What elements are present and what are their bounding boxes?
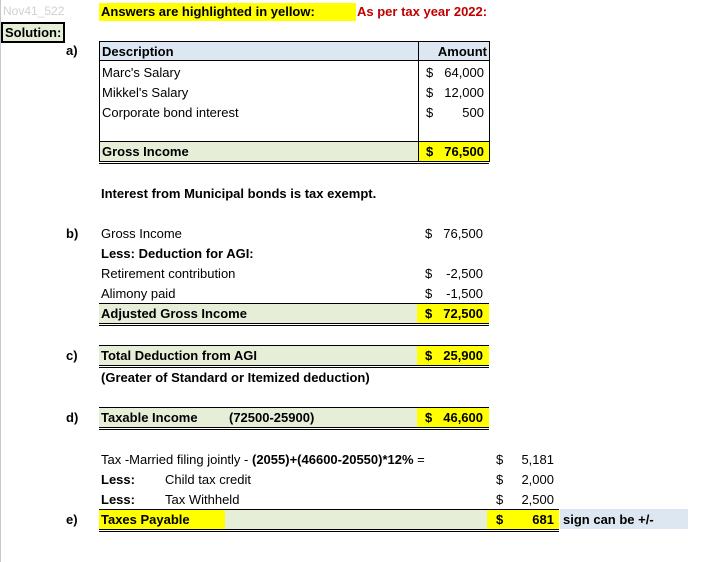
agi-total-row — [99, 303, 489, 326]
row-desc-1: Mikkel's Salary — [102, 85, 189, 100]
answers-note: Answers are highlighted in yellow: — [99, 3, 356, 21]
sheet-tag: Nov41_522 — [3, 4, 65, 18]
deduction-label-cell — [99, 346, 417, 365]
taxable-label-cell — [99, 408, 417, 427]
agi-label: Adjusted Gross Income — [101, 306, 247, 321]
taxes-payable-row — [99, 509, 559, 532]
agi-label-cell — [99, 304, 417, 323]
sign-note: sign can be +/- — [563, 512, 654, 527]
section-e-letter: e) — [66, 512, 78, 527]
total-amount-cell: $ 76,500 — [418, 142, 490, 161]
section-d-letter: d) — [66, 410, 79, 425]
less-label-2: Less: — [101, 492, 135, 507]
section-a-letter: a) — [66, 43, 78, 58]
deduction-note: (Greater of Standard or Itemized deduction) — [101, 370, 370, 385]
taxable-income-label: Taxable Income — [101, 410, 198, 425]
section-c-letter: c) — [66, 348, 78, 363]
gross-income-label: Gross Income — [102, 144, 189, 159]
less-deduction-label: Less: Deduction for AGI: — [101, 246, 254, 261]
less-label-1: Less: — [101, 472, 135, 487]
municipal-bond-note: Interest from Municipal bonds is tax exempt. — [101, 186, 377, 201]
row-desc-0: Marc's Salary — [102, 65, 181, 80]
row-desc-2: Corporate bond interest — [102, 105, 239, 120]
tax-calc-plain: Tax -Married filing jointly - — [101, 452, 252, 467]
taxable-income-row — [99, 407, 489, 430]
retirement-label: Retirement contribution — [101, 266, 236, 281]
sheet-left-border — [0, 0, 1, 562]
deduction-label: Total Deduction from AGI — [101, 348, 257, 363]
table-header-row — [100, 42, 489, 61]
taxes-payable-label: Taxes Payable — [101, 512, 190, 527]
payable-label-green — [225, 510, 487, 529]
col-description: Description — [102, 44, 174, 59]
tax-calc-formula: (2055)+(46600-20550)*12% — [252, 452, 414, 467]
gross-income-total-row — [99, 141, 489, 164]
b-gross-income-label: Gross Income — [101, 226, 182, 241]
payable-amount-cell: $ 681 — [487, 510, 559, 529]
deduction-amount-cell: $ 25,900 — [417, 346, 489, 365]
tax-withheld-label: Tax Withheld — [165, 492, 240, 507]
tax-calc-eq: = — [413, 452, 425, 467]
agi-amount-cell: $ 72,500 — [417, 304, 489, 323]
solution-label: Solution: — [1, 22, 65, 43]
taxable-income-formula: (72500-25900) — [229, 410, 315, 425]
total-label-cell — [99, 142, 418, 161]
payable-label-yellow — [99, 510, 225, 529]
tax-year-note: As per tax year 2022: — [357, 4, 488, 19]
gross-income-table: Description Amount Marc's Salary $ 64,000 Mikkel's Salary $ 12,000 Corporate bond interest $ 500 — [99, 41, 490, 162]
alimony-label: Alimony paid — [101, 286, 176, 301]
tax-calc-label — [101, 452, 425, 467]
section-b-letter: b) — [66, 226, 79, 241]
child-tax-credit-label: Child tax credit — [165, 472, 251, 487]
taxable-amount-cell: $ 46,600 — [417, 408, 489, 427]
col-amount: Amount — [437, 44, 487, 59]
sign-note-cell — [560, 509, 688, 529]
deduction-total-row — [99, 345, 489, 368]
